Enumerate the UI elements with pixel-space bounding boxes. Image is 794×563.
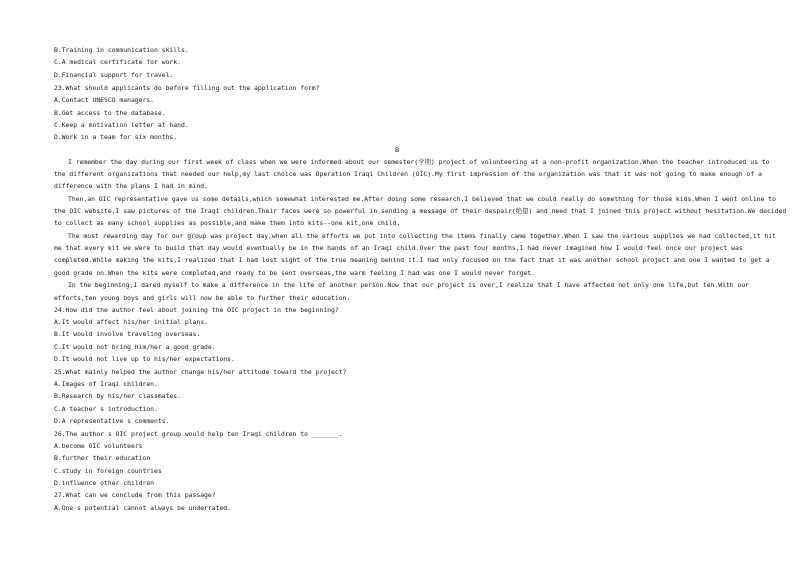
option-text: C.study in foreign countries [54, 467, 162, 475]
option-text: A.Images of Iraqi children. [54, 380, 158, 388]
option-text: A.become OIC volunteers [54, 442, 143, 450]
question-23: 23.What should applicants do before filling out the application form? [54, 84, 320, 92]
passage-line: efforts,ten young boys and girls will now be able to further their education. [54, 294, 351, 302]
section-label: B [395, 146, 399, 154]
option-text: A.Contact UNESCO managers. [54, 96, 155, 104]
passage-line: difference with the plans I had in mind. [54, 182, 208, 190]
option-text: D.Financial support for travel. [54, 71, 174, 79]
passage-line: good grade on.When the kits were completed,and ready to be sent overseas,the warm feeling I had was one I would never forget. [54, 269, 535, 277]
option-text: B.Training in communication skills. [54, 46, 189, 54]
option-text: A.It would affect his/her initial plans. [54, 318, 208, 326]
passage-line: to collect as many school supplies as possible,and make them into kits--one kit,one child. [54, 219, 401, 227]
question-24: 24.How did the author feel about joining the OIC project in the beginning? [54, 306, 339, 314]
option-text: C.A medical certificate for work. [54, 58, 181, 66]
passage-line: I remember the day during our first week of class when we were informed about our semester(学期) project of volunteering at a non-profit organization.When the teacher introduced us to [68, 158, 770, 166]
question-25: 25.What mainly helped the author change his/her attitude toward the project? [54, 368, 347, 376]
question-26: 26.The author s OIC project group would help ten Iraqi children to _______. [54, 430, 343, 438]
option-text: D.influence other children [54, 479, 155, 487]
passage-line: The most rewarding day for our group was project day,when all the efforts we put into collecting the items finally came together.When I saw the various supplies we had collected,it hit [68, 232, 776, 240]
passage-line: the different organizations that needed our help,my last choice was Operation Iraqi Children (OIC).My first impression of the organization was that it was not going to make enough of a [54, 170, 762, 178]
option-text: B.Research by his/her classmates. [54, 392, 181, 400]
option-text: A.One s potential cannot always be underrated. [54, 504, 231, 512]
option-text: B.further their education [54, 454, 151, 462]
option-text: B.Get access to the database. [54, 109, 166, 117]
question-27: 27.What can we conclude from this passage? [54, 491, 216, 499]
option-text: D.Work in a team for six months. [54, 133, 178, 141]
passage-line: the OIC website,I saw pictures of the Iraqi children.Their faces were so powerful in sending a message of their despair(绝望) and need that I joined this project without hesitation.We decided [54, 207, 787, 215]
option-text: C.It would not bring him/her a good grade. [54, 343, 216, 351]
passage-line: completed.While making the kits,I realized that I had lost sight of the true meaning behind it.I had only focused on the fact that it was another school project and one I wanted to get a [54, 256, 770, 264]
option-text: B.It would involve traveling overseas. [54, 330, 201, 338]
passage-line: me that every kit we were to build that day would eventually be in the hands of an Iraqi child.Over the past four months,I had never imagined how I would feel once our project was [54, 244, 743, 252]
option-text: C.Keep a motivation letter at hand. [54, 121, 189, 129]
passage-line: Then,an OIC representative gave us some details,which somewhat interested me.After doing some research,I believed that we could really do something for those kids.When I went online to [68, 195, 776, 203]
passage-line: In the beginning,I dared myself to make a difference in the life of another person.Now that our project is over,I realize that I have affected not only one life,but ten.With our [68, 281, 750, 289]
option-text: D.A representative s comments. [54, 417, 170, 425]
option-text: D.It would not live up to his/her expectations. [54, 355, 235, 363]
option-text: C.A teacher s introduction. [54, 405, 158, 413]
